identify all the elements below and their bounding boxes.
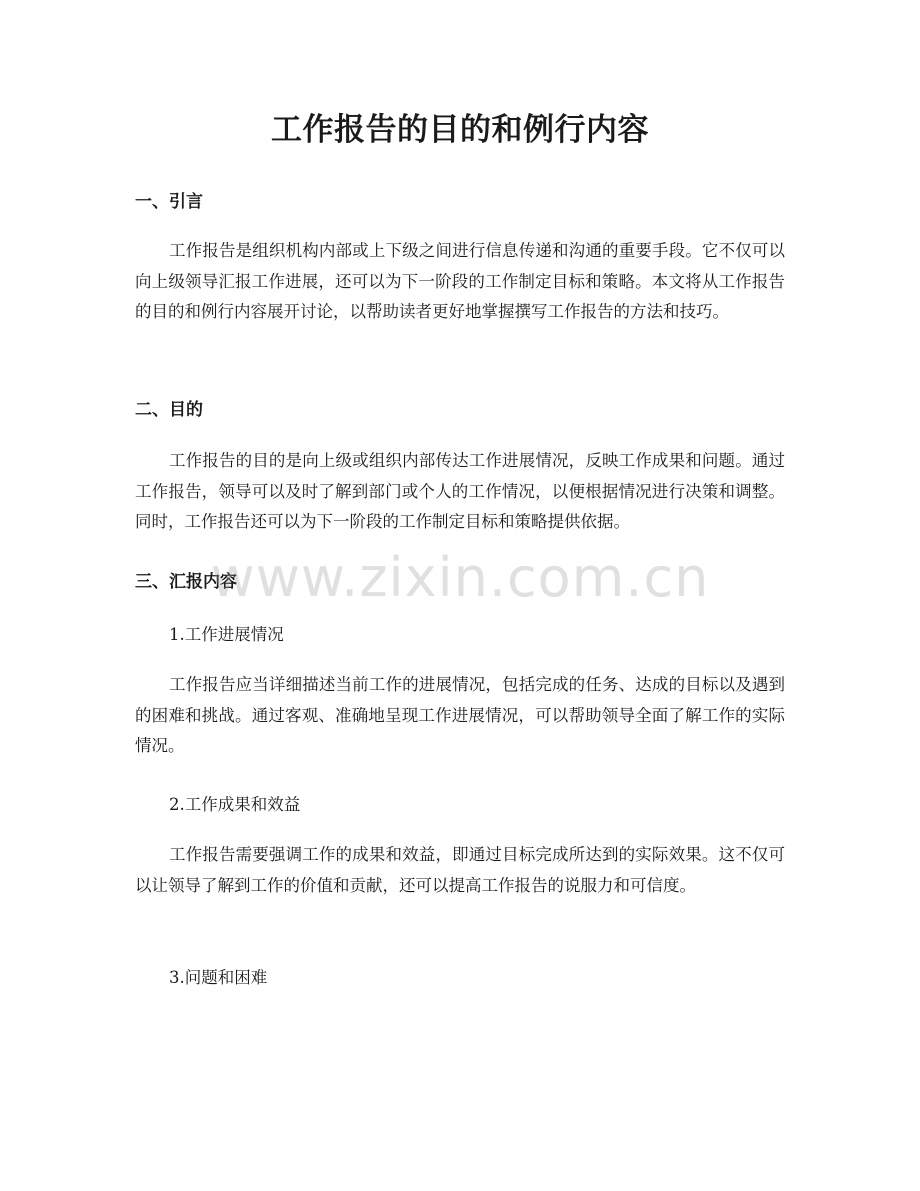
subsection-label-progress: 1.工作进展情况: [169, 625, 284, 644]
section-heading-report-content: 三、汇报内容: [135, 572, 237, 592]
subsection-label-results: 2.工作成果和效益: [169, 795, 301, 814]
subsection-paragraph-results: 工作报告需要强调工作的成果和效益，即通过目标完成所达到的实际效果。这不仅可以让领导了解到工作的价值和贡献，还可以提高工作报告的说服力和可信度。: [135, 845, 785, 895]
section-heading-introduction: 一、引言: [135, 192, 203, 212]
subsection-label-problems: 3.问题和困难: [169, 968, 268, 987]
watermark: www.zixin.com.cn: [210, 546, 710, 609]
section-heading-purpose: 二、目的: [135, 400, 203, 420]
subsection-paragraph-progress: 工作报告应当详细描述当前工作的进展情况，包括完成的任务、达成的目标以及遇到的困难和挑战。通过客观、准确地呈现工作进展情况，可以帮助领导全面了解工作的实际情况。: [135, 675, 785, 755]
document-title: 工作报告的目的和例行内容: [271, 112, 649, 148]
section-paragraph-purpose: 工作报告的目的是向上级或组织内部传达工作进展情况，反映工作成果和问题。通过工作报告，领导可以及时了解到部门或个人的工作情况，以便根据情况进行决策和调整。同时，工作报告还可以为下一阶段的工作制定目标和策略提供依据。: [135, 451, 785, 531]
section-paragraph-introduction: 工作报告是组织机构内部或上下级之间进行信息传递和沟通的重要手段。它不仅可以向上级领导汇报工作进展，还可以为下一阶段的工作制定目标和策略。本文将从工作报告的目的和例行内容展开讨论，以帮助读者更好地掌握撰写工作报告的方法和技巧。: [135, 241, 785, 321]
